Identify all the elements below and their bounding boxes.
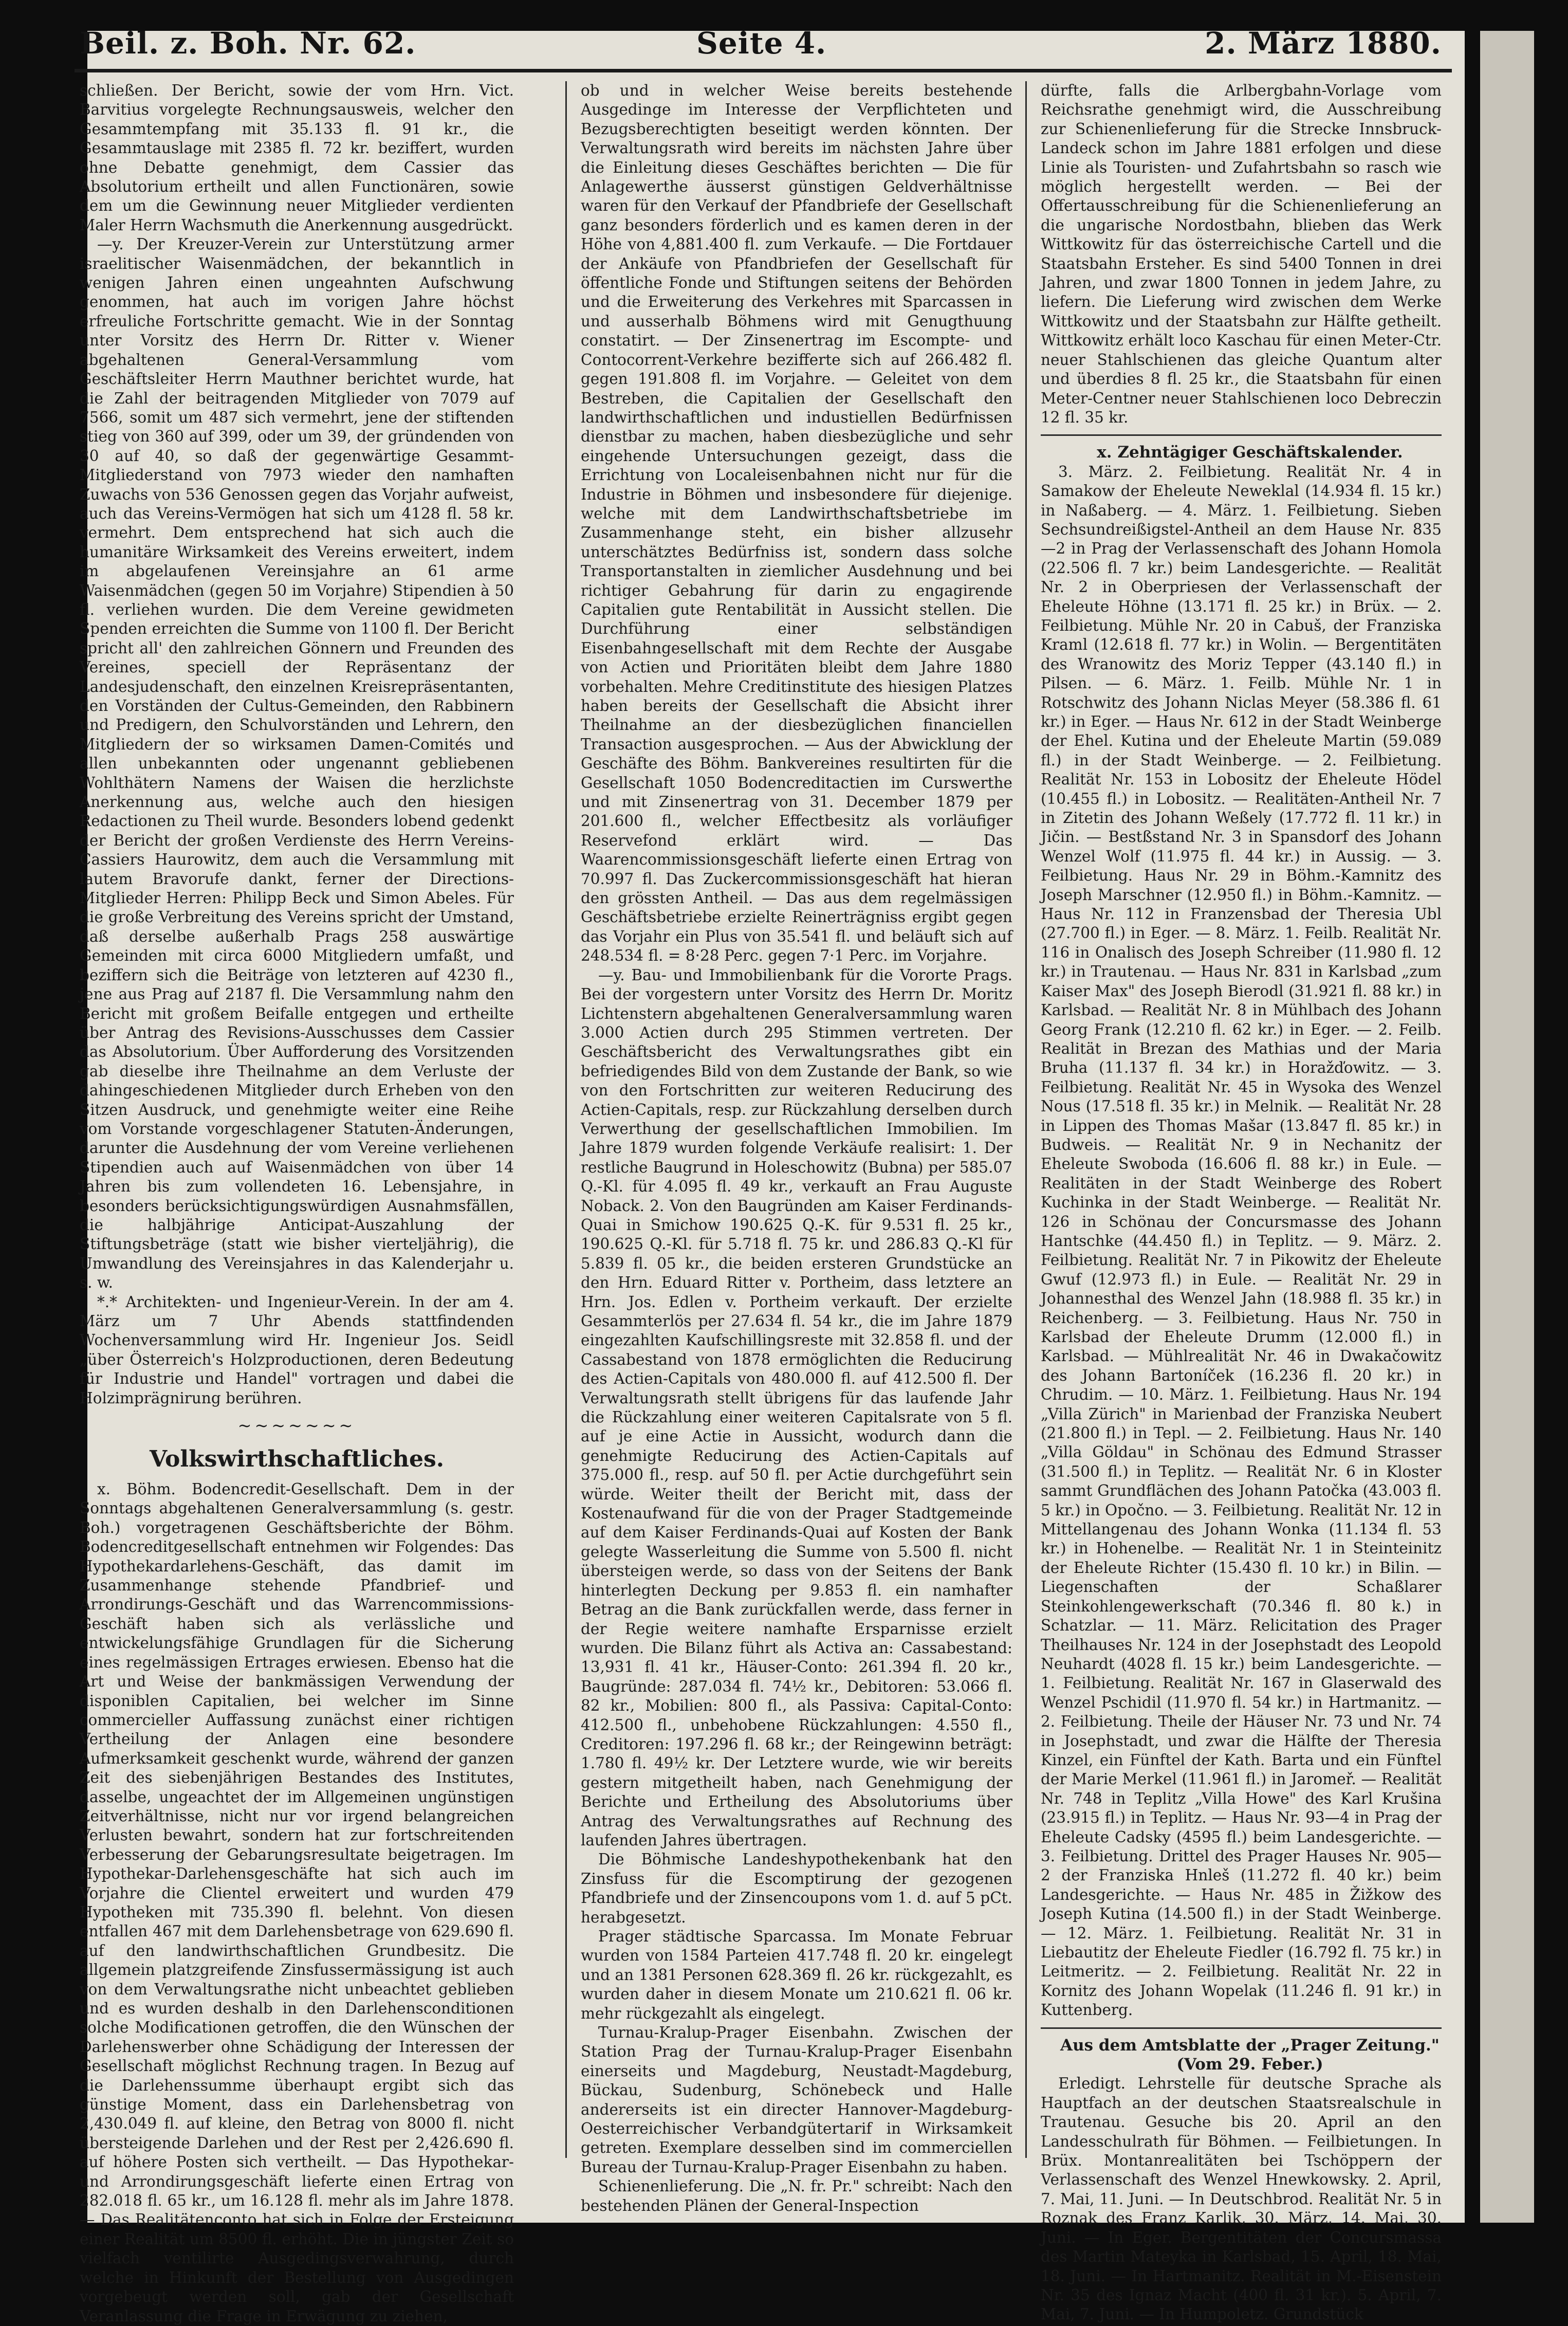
section-rule — [1041, 2027, 1442, 2029]
gazette-heading: Aus dem Amtsblatte der „Prager Zeitung." — [1060, 2036, 1440, 2055]
column-divider — [1025, 81, 1027, 2158]
article-paragraph: dürfte, falls die Arlbergbahn-Vorlage vom Reichsrathe genehmigt wird, die Ausschreibung zur Schienenlieferung für die Strecke Innsbruck-Landeck schon im Jahre 1881 erfolgen und diese Linie als Touristen- und Zufahrtsbahn so rasch wie möglich hergestellt werden. — Bei der Offertausschreibung für die Schienenlieferung an die ungarische Nordostbahn, blieben das Werk Wittkowitz für das österreichische Cartell und die Staatsbahn Ersteher. Es sind 5400 Tonnen in drei Jahren, und zwar 1800 Tonnen in jedem Jahre, zu liefern. Die Lieferung wird zwischen dem Werke Wittkowitz und der Staatsbahn zur Hälfte getheilt. Wittkowitz erhält loco Kaschau für einen Meter-Ctr. neuer Stahlschienen das gleiche Quantum alter und überdies 8 fl. 25 kr., die Staatsbahn für einen Meter-Centner neuer Stahlschienen loco Debreczin 12 fl. 35 kr. — [1041, 82, 1442, 426]
issue-label: Beil. z. Boh. Nr. 62. — [80, 26, 416, 61]
page-header — [80, 16, 1442, 70]
article-paragraph: —y. Der Kreuzer-Verein zur Unterstützung armer israelitischer Waisenmädchen, der bekanntlich in wenigen Jahren einen ungeahnten Aufschwung genommen, hat auch im vorigen Jahre höchst erfreuliche Fortschritte gemacht. Wie in der Sonntag unter Vorsitz des Herrn Dr. Ritter v. Wiener abgehaltenen General-Versammlung vom Geschäftsleiter Herrn Mauthner berichtet wurde, hat die Zahl der beitragenden Mitglieder von 7079 auf 7566, somit um 487 sich vermehrt, jene der stiftenden stieg von 360 auf 399, oder um 39, der gründenden von 30 auf 40, so daß der gegenwärtige Gesammt-Mitgliederstand von 7973 wieder den namhaften Zuwachs von 536 Genossen gegen das Vorjahr aufweist, auch das Vereins-Vermögen hat sich um 4128 fl. 58 kr. vermehrt. Dem entsprechend hat sich auch die humanitäre Wirksamkeit des Vereins erweitert, indem im abgelaufenen Vereinsjahre an 61 arme Waisenmädchen (gegen 50 im Vorjahre) Stipendien à 50 fl. verliehen wurden. Die dem Vereine gewidmeten Spenden erreichten die Summe von 1100 fl. Der Bericht spricht all' den zahlreichen Gönnern und Freunden des Vereines, speciell der Repräsentanz der Landesjudenschaft, den einzelnen Kreisrepräsentanten, den Vorständen der Cultus-Gemeinden, den Rabbinern und Predigern, den Schulvorständen und Lehrern, den Mitgliedern der so wirksamen Damen-Comités und allen unbekannten oder ungenannt gebliebenen Wohlthätern Namens der Waisen die herzlichste Anerkennung aus, welche auch den hiesigen Redactionen zu Theil wurde. Besonders lobend gedenkt der Bericht der großen Verdienste des Herrn Vereins-Cassiers Haurowitz, dem auch die Versammlung mit lautem Bravorufe dankt, ferner der Directions-Mitglieder Herren: Philipp Beck und Simon Abeles. Für die große Verbreitung des Vereins spricht der Umstand, daß derselbe außerhalb Prags 258 auswärtige Gemeinden mit circa 6000 Mitgliedern umfaßt, und beziffern sich die Beiträge von letzteren auf 4230 fl., jene aus Prag auf 2187 fl. Die Versammlung nahm den Bericht mit großem Beifalle entgegen und ertheilte über Antrag des Revisions-Ausschusses dem Cassier das Absolutorium. Über Aufforderung des Vorsitzenden gab dieselbe ihre Theilnahme an dem Verluste der dahingeschiedenen Mitglieder durch Erheben von den Sitzen Ausdruck, und genehmigte weiter eine Reihe vom Vorstande vorgeschlagener Statuten-Änderungen, darunter die Ausdehnung der vom Vereine verliehenen Stipendien auch auf Waisenmädchen von über 14 Jahren bis zum vollendeten 16. Lebensjahre, in besonders berücksichtigungswürdigen Ausnahmsfällen, die halbjährige Anticipat-Auszahlung der Stiftungsbeträge (statt wie bisher vierteljährig), die Umwandlung des Vereinsjahres in das Kalenderjahr u. s. w. — [80, 235, 514, 1292]
section-rule — [1041, 434, 1442, 436]
gazette-entries: Erledigt. Lehrstelle für deutsche Sprache als Hauptfach an der deutschen Staatsrealschule in Trautenau. Gesuche bis 20. April an den Landesschulrath für Böhmen. — Feilbietungen. In Brüx. Montanrealitäten bei Tschöppern der Verlassenschaft des Wenzel Hnewkowsky. 2. April, 7. Mai, 11. Juni. — In Deutschbrod. Realität Nr. 5 in Roznak des Franz Karlik, 30. März, 14. Mai, 30. Juni. — In Eger. Bergentitäten der Concursmassa des Martin Mateyka in Karlsbad, 15. April, 18. Mai, 18. Juni. — In Hartmanitz. Realität in M.-Eisenstein Nr. 35 des Ignaz Macht (400 fl. 31 kr.). 5. April, 7. Mai, 7. Juni. — In Humpoletz. Grundstück — [1041, 2075, 1442, 2323]
column-1 — [80, 81, 514, 2325]
article-paragraph: —y. Bau- und Immobilienbank für die Vororte Prags. Bei der vorgestern unter Vorsitz des Herrn Dr. Moritz Lichtenstern abgehaltenen Generalversammlung waren 3.000 Actien durch 295 Stimmen vertreten. Der Geschäftsbericht des Verwaltungsrathes gibt ein befriedigendes Bild von dem Zustande der Bank, so wie von den Fortschritten zur weiteren Reducirung des Actien-Capitals, resp. zur Rückzahlung derselben durch Verwerthung der gesellschaftlichen Immobilien. Im Jahre 1879 wurden folgende Verkäufe realisirt: 1. Der restliche Baugrund in Holeschowitz (Bubna) per 585.07 Q.-Kl. für 4.095 fl. 49 kr., verkauft an Frau Auguste Noback. 2. Von den Baugründen am Kaiser Ferdinands-Quai in Smichow 190.625 Q.-K. für 9.531 fl. 25 kr., 190.625 Q.-Kl. für 5.718 fl. 75 kr. und 286.83 Q.-Kl für 5.839 fl. 05 kr., die beiden ersteren Grundstücke an den Hrn. Eduard Ritter v. Portheim, dass letztere an Hrn. Jos. Edlen v. Portheim verkauft. Der erzielte Gesammterlös per 27.634 fl. 54 kr., die im Jahre 1879 eingezahlten Kaufschillingsreste mit 32.858 fl. und der Cassabestand von 1878 ermöglichten die Reducirung des Actien-Capitals von 480.000 fl. auf 412.500 fl. Der Verwaltungsrath stellt übrigens für das laufende Jahr die Rückzahlung einer weiteren Capitalsrate von 5 fl. auf je eine Actie in Aussicht, wodurch dann die genehmigte Reducirung des Actien-Capitals auf 375.000 fl., resp. auf 50 fl. per Actie durchgeführt sein würde. Weiter theilt der Bericht mit, dass der Kostenaufwand für die von der Prager Stadtgemeinde auf dem Kaiser Ferdinands-Quai auf Kosten der Bank gelegte Wasserleitung die Summe von 5.500 fl. nicht übersteigen werde, so dass von der Seitens der Bank hinterlegten Deckung per 9.853 fl. ein namhafter Betrag an die Bank zurückfallen werde, dass ferner in der Regie weitere namhafte Ersparnisse erzielt wurden. Die Bilanz führt als Activa an: Cassabestand: 13,931 fl. 41 kr., Häuser-Conto: 261.394 fl. 20 kr., Baugründe: 287.034 fl. 74½ kr., Debitoren: 53.066 fl. 82 kr., Mobilien: 800 fl., als Passiva: Capital-Conto: 412.500 fl., unbehobene Rückzahlungen: 4.550 fl., Creditoren: 197.296 fl. 68 kr.; der Reingewinn beträgt: 1.780 fl. 49½ kr. Der Letztere wurde, wie wir bereits gestern mitgetheilt haben, nach Genehmigung der Berichte und Ertheilung des Absolutoriums über Antrag des Verwaltungsrathes auf Rechnung des laufenden Jahres übertragen. — [581, 966, 1012, 1849]
article-paragraph: *.* Architekten- und Ingenieur-Verein. In der am 4. März um 7 Uhr Abends stattfindenden Wochenversammlung wird Hr. Ingenieur Jos. Seidl „über Österreich's Holzproductionen, deren Bedeutung für Industrie und Handel" vortragen und dabei die Holzimprägnirung berühren. — [80, 1293, 514, 1407]
issue-date: 2. März 1880. — [1205, 26, 1442, 61]
ornament-divider: ~~~~~~~ — [237, 1416, 356, 1436]
calendar-entries: 3. März. 2. Feilbietung. Realität Nr. 4 in Samakow der Eheleute Neweklal (14.934 fl. 15 kr.) in Naßaberg. — 4. März. 1. Feilbietung. Sieben Sechsundreißigstel-Antheil an dem Hause Nr. 835—2 in Prag der Verlassenschaft des Johann Homola (22.506 fl. 7 kr.) beim Landesgerichte. — Realität Nr. 2 in Oberpriesen der Verlassenschaft der Eheleute Höhne (13.171 fl. 25 kr.) in Brüx. — 2. Feilbietung. Mühle Nr. 20 in Cabuš, der Franziska Kraml (12.618 fl. 77 kr.) in Wolin. — Bergentitäten des Wranowitz des Moriz Tepper (43.140 fl.) in Pilsen. — 6. März. 1. Feilb. Mühle Nr. 1 in Rotschwitz des Johann Niclas Meyer (58.386 fl. 61 kr.) in Eger. — Haus Nr. 612 in der Stadt Weinberge der Ehel. Kutina und der Eheleute Martin (59.089 fl.) in der Stadt Weinberge. — 2. Feilbietung. Realität Nr. 153 in Lobositz der Eheleute Hödel (10.455 fl.) in Lobositz. — Realitäten-Antheil Nr. 7 in Zitetin des Johann Weßely (17.772 fl. 11 kr.) in Jičin. — Bestßstand Nr. 3 in Spansdorf des Johann Wenzel Wolf (11.975 fl. 44 kr.) in Aussig. — 3. Feilbietung. Haus Nr. 29 in Böhm.-Kamnitz des Joseph Marschner (12.950 fl.) in Böhm.-Kamnitz. — Haus Nr. 112 in Franzensbad der Theresia Ubl (27.700 fl.) in Eger. — 8. März. 1. Feilb. Realität Nr. 116 in Onalisch des Joseph Schreiber (11.980 fl. 12 kr.) in Trautenau. — Haus Nr. 831 in Karlsbad „zum Kaiser Max" des Joseph Bierodl (31.921 fl. 88 kr.) in Karlsbad. — Realität Nr. 8 in Mühlbach des Johann Georg Frank (12.210 fl. 62 kr.) in Eger. — 2. Feilb. Realität in Brezan des Mathias und der Maria Bruha (11.137 fl. 34 kr.) in Horažďowitz. — 3. Feilbietung. Realität Nr. 45 in Wysoka des Wenzel Nous (17.518 fl. 35 kr.) in Melnik. — Realität Nr. 28 in Lippen des Thomas Mašar (13.847 fl. 85 kr.) in Budweis. — Realität Nr. 9 in Nechanitz der Eheleute Swoboda (16.606 fl. 88 kr.) in Eule. — Realitäten in der Stadt Weinberge des Robert Kuchinka in der Stadt Weinberge. — Realität Nr. 126 in Schönau der Concursmasse des Johann Hantschke (44.450 fl.) in Teplitz. — 9. März. 2. Feilbietung. Realität Nr. 7 in Pikowitz der Eheleute Gwuf (12.973 fl.) in Eule. — Realität Nr. 29 in Johannesthal des Wenzel Jahn (18.988 fl. 35 kr.) in Reichenberg. — 3. Feilbietung. Haus Nr. 750 in Karlsbad der Eheleute Drumm (12.000 fl.) in Karlsbad. — Mühlrealität Nr. 46 in Dwakačowitz des Johann Bartoníček (16.236 fl. 20 kr.) in Chrudim. — 10. März. 1. Feilbietung. Haus Nr. 194 „Villa Zürich" in Marienbad der Franziska Neubert (21.800 fl.) in Tepl. — 2. Feilbietung. Haus Nr. 140 „Villa Göldau" in Schönau des Edmund Strasser (31.500 fl.) in Teplitz. — Realität Nr. 6 in Kloster sammt Grundflächen des Johann Patočka (43.003 fl. 5 kr.) in Opočno. — 3. Feilbietung. Realität Nr. 12 in Mittellangenau des Johann Wonka (11.134 fl. 53 kr.) in Hohenelbe. — Realität Nr. 1 in Steinteinitz der Eheleute Richter (15.430 fl. 10 kr.) in Bilin. — Liegenschaften der Schaßlarer Steinkohlengewerkschaft (70.346 fl. 80 k.) in Schatzlar. — 11. März. Relicitation des Prager Theilhauses Nr. 124 in der Josephstadt des Leopold Neuhardt (4028 fl. 15 kr.) beim Landesgerichte. — 1. Feilbietung. Realität Nr. 167 in Glaserwald des Wenzel Pschidil (11.970 fl. 54 kr.) in Hartmanitz. — 2. Feilbietung. Theile der Häuser Nr. 73 und Nr. 74 in Josephstadt, und zwar die Hälfte der Theresia Kinzel, ein Fünftel der Kath. Barta und ein Fünftel der Marie Merkel (11.961 fl.) in Jaromeř. — Realität Nr. 748 in Teplitz „Villa Howe" des Karl Krušina (23.915 fl.) in Teplitz. — Haus Nr. 93—4 in Prag der Eheleute Cadsky (4595 fl.) beim Landesgerichte. — 3. Feilbietung. Drittel des Prager Hauses Nr. 905—2 der Franziska Hnleš (11.272 fl. 40 kr.) beim Landesgerichte. — Haus Nr. 485 in Žižkow des Joseph Kutina (14.500 fl.) in der Stadt Weinberge. — 12. März. 1. Feilbietung. Realität Nr. 31 in Liebautitz der Eheleute Fiedler (16.792 fl. 75 kr.) in Leitmeritz. — 2. Feilbietung. Realität Nr. 22 in Kornitz des Johann Wopelak (11.246 fl. 91 kr.) in Kuttenberg. — [1041, 463, 1442, 2019]
gazette-date: (Vom 29. Feber.) — [1176, 2055, 1323, 2074]
article-paragraph: schließen. Der Bericht, sowie der vom Hrn. Vict. Barvitius vorgelegte Rechnungsausweis, welcher den Gesammtempfang mit 35.133 fl. 91 kr., die Gesammtauslage mit 2385 fl. 72 kr. beziffert, wurden ohne Debatte genehmigt, dem Cassier das Absolutorium ertheilt und allen Functionären, sowie dem um die Gewinnung neuer Mitglieder verdienten Maler Herrn Wachsmuth die Anerkennung ausgedrückt. — [80, 82, 514, 234]
article-paragraph: Turnau-Kralup-Prager Eisenbahn. Zwischen der Station Prag der Turnau-Kralup-Prager Eisenbahn einerseits und Magdeburg, Neustadt-Magdeburg, Bückau, Sudenburg, Schönebeck und Halle andererseits ist ein directer Hannover-Magdeburg-Oesterreichischer Verbandgütertarif in Wirksamkeit getreten. Exemplare desselben sind im commerciellen Bureau der Turnau-Kralup-Prager Eisenbahn zu haben. — [581, 2024, 1012, 2176]
article-paragraph: Schienenlieferung. Die „N. fr. Pr." schreibt: Nach den bestehenden Plänen der General-Inspection — [581, 2177, 1012, 2214]
article-paragraph: Prager städtische Sparcassa. Im Monate Februar wurden von 1584 Parteien 417.748 fl. 20 kr. eingelegt und an 1381 Personen 628.369 fl. 26 kr. rückgezahlt, es wurden daher in diesem Monate um 210.621 fl. 06 kr. mehr rückgezahlt als eingelegt. — [581, 1928, 1012, 2022]
column-3 — [1041, 81, 1442, 2323]
column-2 — [581, 81, 1012, 2214]
article-paragraph: ob und in welcher Weise bereits bestehende Ausgedinge im Interesse der Verpflichteten und Bezugsberechtigten beseitigt werden könnten. Der Verwaltungsrath wird bereits im nächsten Jahre über die Einleitung dieses Geschäftes berichten — Die für Anlagewerthe äusserst günstigen Geldverhältnisse waren für den Verkauf der Pfandbriefe der Gesellschaft ganz besonders förderlich und es kamen deren in der Höhe von 4,881.400 fl. zum Verkaufe. — Die Fortdauer der Ankäufe von Pfandbriefen der Gesellschaft für öffentliche Fonde und Stiftungen seitens der Behörden und die Erweiterung des Verkehres mit Sparcassen in und ausserhalb Böhmens wird mit Genugthuung constatirt. — Der Zinsenertrag im Escompte- und Contocorrent-Verkehre bezifferte sich auf 266.482 fl. gegen 191.808 fl. im Vorjahre. — Geleitet von dem Bestreben, die Capitalien der Gesellschaft den landwirthschaftlichen und industiellen Bedürfnissen dienstbar zu machen, haben diesbezügliche und sehr eingehende Untersuchungen gezeigt, dass die Errichtung von Localeisenbahnen nicht nur für die Industrie in Böhmen und insbesondere für diejenige. welche mit dem Landwirthschaftsbetriebe im Zusammenhange steht, ein bisher allzusehr unterschätztes Bedürfniss ist, sondern dass solche Transportanstalten in ziemlicher Ausdehnung und bei richtiger Gebahrung für darin zu engagirende Capitalien gute Rentabilität in Aussicht stellen. Die Durchführung einer selbständigen Eisenbahngesellschaft mit dem Rechte der Ausgabe von Actien und Prioritäten bleibt dem Jahre 1880 vorbehalten. Mehre Creditinstitute des hiesigen Platzes haben bereits der Gesellschaft die Absicht ihrer Theilnahme an der diesbezüglichen financiellen Transaction ausgesprochen. — Aus der Abwicklung der Geschäfte des Böhm. Bankvereines resultirten für die Gesellschaft 1050 Bodencreditactien im Curswerthe und mit Zinsenertrag von 31. December 1879 per 201.600 fl., welcher Effectbesitz als vorläufiger Reservefond erklärt wird. — Das Waarencommissionsgeschäft lieferte einen Ertrag von 70.997 fl. Das Zuckercommissionsgeschäft hat hieran den grössten Antheil. — Das aus dem regelmässigen Geschäftsbetriebe erzielte Reinerträgniss ergibt gegen das Vorjahr ein Plus von 35.541 fl. und beläuft sich auf 248.534 fl. = 8·28 Perc. gegen 7·1 Perc. im Vorjahre. — [581, 82, 1012, 965]
header-rule — [75, 69, 1452, 72]
page-number: Seite 4. — [696, 26, 827, 61]
column-divider — [565, 81, 567, 2158]
article-paragraph: x. Böhm. Bodencredit-Gesellschaft. Dem in der Sonntags abgehaltenen Generalversammlung (s. gestr. Boh.) vorgetragenen Geschäftsberichte der Böhm. Bodencreditgesellschaft entnehmen wir Folgendes: Das Hypothekardarlehens-Geschäft, das damit im Zusammenhange stehende Pfandbrief- und Arrondirungs-Geschäft und das Warrencommissions-Geschäft haben sich als verlässliche und entwickelungsfähige Grundlagen für die Sicherung eines regelmässigen Ertrages erwiesen. Ebenso hat die Art und Weise der bankmässigen Verwendung der disponiblen Capitalien, bei welcher im Sinne commercieller Auffassung zunächst einer richtigen Vertheilung der Anlagen eine besondere Aufmerksamkeit geschenkt wurde, während der ganzen Zeit des siebenjährigen Bestandes des Institutes, dasselbe, ungeachtet der im Allgemeinen ungünstigen Zeitverhältnisse, nicht nur vor irgend belangreichen Verlusten bewahrt, sondern hat zur fortschreitenden Verbesserung der Gebarungsresultate beigetragen. Im Hypothekar-Darlehensgeschäfte hat sich auch im Vorjahre die Clientel erweitert und wurden 479 Hypotheken mit 735.390 fl. belehnt. Von diesen entfallen 467 mit dem Darlehensbetrage von 629.690 fl. auf den landwirthschaftlichen Grundbesitz. Die allgemein platzgreifende Zinsfussermässigung ist auch von dem Verwaltungsrathe nicht unbeachtet geblieben und es wurden deshalb in den Darlehensconditionen solche Modificationen getroffen, die den Wünschen der Darlehenswerber ohne Schädigung der Interessen der Gesellschaft möglichst Rechnung tragen. In Bezug auf die Darlehenssumme überhaupt ergibt sich das günstige Moment, dass ein Darlehensbetrag von 2,430.049 fl. auf kleine, den Betrag von 8000 fl. nicht übersteigende Darlehen und der Rest per 2,426.690 fl. auf höhere Posten sich vertheilt. — Das Hypothekar- und Arrondirungsgeschäft lieferte einen Ertrag von 282.018 fl. 65 kr., um 16.128 fl. mehr als im Jahre 1878. — Das Realitätenconto hat sich in Folge der Ersteigung einer Realität um 8500 fl. erhöht. Die in jüngster Zeit so vielfach ventilirte Ausgedingsverwahrung, durch welche in Hinkunft der Bestellung von Ausgedingen vorgebeugt werden soll, gab der Gesellschaft Veranlassung die Frage in Erwägung zu ziehen, — [80, 1480, 514, 2325]
calendar-heading: x. Zehntägiger Geschäftskalender. — [1097, 443, 1403, 462]
article-paragraph: Die Böhmische Landeshypothekenbank hat den Zinsfuss für die Escomptirung der gezogenen Pfandbriefe und der Zinsencoupons vom 1. d. auf 5 pCt. herabgesetzt. — [581, 1851, 1012, 1926]
page-edge — [1480, 31, 1534, 2223]
section-heading: Volkswirthschaftliches. — [149, 1446, 445, 1473]
